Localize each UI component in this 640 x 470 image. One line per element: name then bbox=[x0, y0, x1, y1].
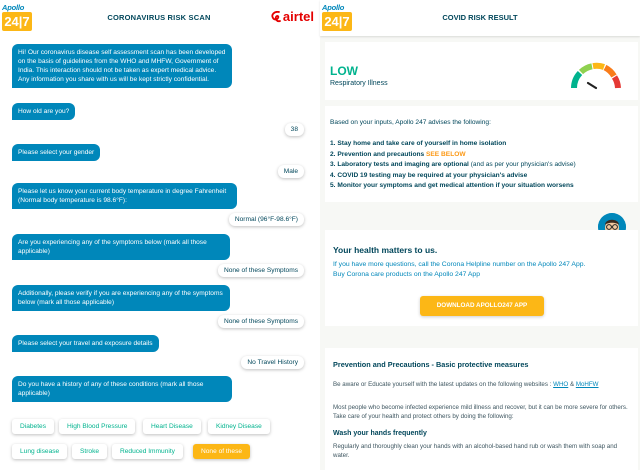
advice-item: 3. Laboratory tests and imaging are optional (and as per your physician's advise) bbox=[330, 161, 576, 168]
chip-stroke[interactable]: Stroke bbox=[72, 444, 107, 459]
bot-message: Please select your gender bbox=[12, 144, 100, 161]
advice-item: 2. Prevention and precautions SEE BELOW bbox=[330, 150, 466, 158]
airtel-text: airtel bbox=[282, 9, 314, 24]
health-title: Your health matters to us. bbox=[333, 245, 438, 255]
prevention-card bbox=[325, 348, 638, 470]
risk-level: LOW bbox=[330, 64, 358, 78]
prevention-title: Prevention and Precautions - Basic protective measures bbox=[333, 360, 529, 369]
bot-message: Are you experiencing any of the symptoms below (mark all those applicable) bbox=[12, 234, 230, 260]
airtel-logo bbox=[271, 9, 314, 24]
user-reply: Normal (96°F-98.6°F) bbox=[229, 213, 304, 226]
bot-message: How old are you? bbox=[12, 103, 75, 120]
result-header bbox=[320, 0, 640, 36]
chip-diabetes[interactable]: Diabetes bbox=[12, 419, 54, 434]
user-reply: None of these Symptoms bbox=[218, 315, 304, 328]
logo-brand: Apollo bbox=[2, 3, 25, 12]
logo-badge: 24|7 bbox=[322, 12, 352, 31]
bot-message: Hi! Our coronavirus disease self assessment scan has been developed on the basis of guidelines from the WHO and MHFW, Government of India. This interaction should not be taken as expert medical advice. Any information you share with us will be kept strictly confidential. bbox=[12, 44, 232, 88]
buy-products-text[interactable]: Buy Corona care products on the Apollo 247 App bbox=[333, 271, 480, 278]
bot-message: Please select your travel and exposure details bbox=[12, 335, 159, 352]
logo-brand: Apollo bbox=[322, 3, 345, 12]
user-reply: 38 bbox=[285, 123, 304, 136]
advice-card bbox=[325, 106, 638, 202]
user-reply: None of these Symptoms bbox=[218, 264, 304, 277]
chip-reduced-immunity[interactable]: Reduced Immunity bbox=[112, 444, 183, 459]
chip-high-blood-pressure[interactable]: High Blood Pressure bbox=[59, 419, 135, 434]
chip-heart-disease[interactable]: Heart Disease bbox=[143, 419, 201, 434]
wash-hands-title: Wash your hands frequently bbox=[333, 430, 427, 437]
result-title: COVID RISK RESULT bbox=[442, 13, 518, 22]
page-title: CORONAVIRUS RISK SCAN bbox=[107, 13, 211, 22]
risk-gauge-icon bbox=[568, 60, 624, 92]
airtel-swirl-icon bbox=[271, 11, 282, 23]
bot-message: Additionally, please verify if you are experiencing any of the symptoms below (mark all those applicable) bbox=[12, 285, 230, 311]
advice-item: 1. Stay home and take care of yourself in home isolation bbox=[330, 140, 507, 147]
health-text bbox=[333, 260, 633, 280]
helpline-text[interactable]: If you have more questions, call the Corona Helpline number on the Apollo 247 App. bbox=[333, 261, 586, 268]
advice-item: 4. COVID 19 testing may be required at your physician's advise bbox=[330, 171, 528, 179]
chip-none-of-these[interactable]: None of these bbox=[193, 444, 250, 459]
bot-message: Please let us know your current body temperature in degree Fahrenheit (Normal body temperature is 98.6°F): bbox=[12, 183, 237, 209]
prevention-info: Most people who become infected experience mild illness and recover, but it can be more severe for others. Take care of your health and protect others by doing the following: bbox=[333, 404, 628, 420]
see-below-link[interactable]: SEE BELOW bbox=[426, 150, 466, 158]
advice-intro: Based on your inputs, Apollo 247 advises the following: bbox=[330, 119, 491, 126]
risk-result-panel bbox=[320, 0, 640, 470]
risk-category: Respiratory Illness bbox=[330, 80, 388, 87]
advice-item: 5. Monitor your symptoms and get medical attention if your situation worsens bbox=[330, 182, 574, 189]
prevention-websites: Be aware or Educate yourself with the latest updates on the following websites : WHO & MoHFW bbox=[333, 381, 599, 388]
health-card bbox=[325, 230, 638, 326]
chip-lung-disease[interactable]: Lung disease bbox=[12, 444, 67, 459]
download-app-button[interactable]: DOWNLOAD APOLLO247 APP bbox=[420, 296, 544, 316]
risk-scan-panel bbox=[0, 0, 318, 470]
who-link[interactable]: WHO bbox=[553, 381, 569, 388]
mohfw-link[interactable]: MoHFW bbox=[575, 381, 599, 388]
logo-badge: 24|7 bbox=[2, 12, 32, 31]
wash-hands-text: Regularly and thoroughly clean your hands with an alcohol-based hand rub or wash them with soap and water. bbox=[333, 443, 618, 459]
user-reply: No Travel History bbox=[241, 356, 304, 369]
chip-kidney-disease[interactable]: Kidney Disease bbox=[208, 419, 270, 434]
advice-list bbox=[330, 139, 576, 192]
risk-card bbox=[325, 42, 638, 100]
bot-message: Do you have a history of any of these conditions (mark all those applicable) bbox=[12, 376, 232, 402]
user-reply: Male bbox=[278, 165, 304, 178]
